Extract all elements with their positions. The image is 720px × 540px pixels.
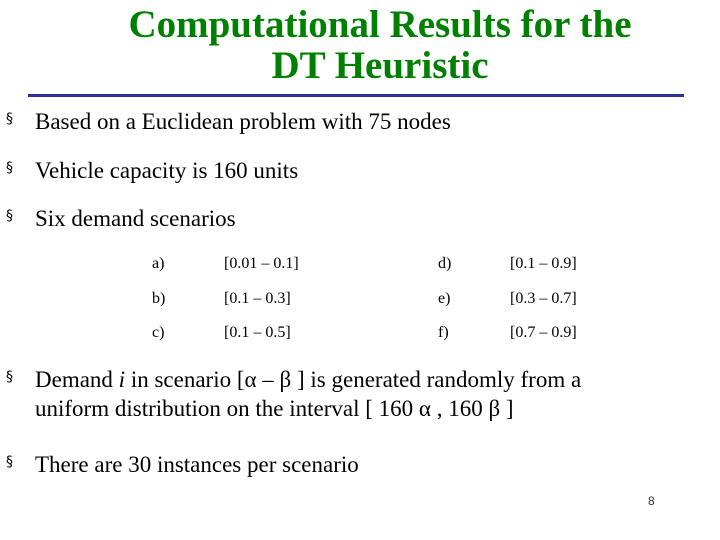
title-underline: [28, 94, 684, 97]
demand-bullet-text: [35, 365, 581, 423]
bullet-item: [6, 204, 236, 233]
slide-title-line2: DT Heuristic: [271, 44, 489, 87]
bullet-text: Six demand scenarios: [35, 206, 236, 231]
bullet-text: There are 30 instances per scenario: [35, 452, 359, 477]
bullet-marker-icon: §: [6, 111, 13, 127]
scenario-label: a): [152, 255, 165, 272]
bullet-text: Based on a Euclidean problem with 75 nodes: [35, 109, 451, 134]
slide-title: [60, 4, 700, 86]
demand-variable: i: [118, 367, 126, 392]
scenario-range: [0.3 – 0.7]: [510, 290, 577, 307]
demand-text-part2: in scenario [α – β ] is generated randomly from a: [125, 367, 582, 392]
demand-text-part1: Demand: [35, 367, 119, 392]
scenario-label: d): [438, 255, 452, 272]
bullet-item: [6, 156, 298, 185]
bullet-text: Vehicle capacity is 160 units: [35, 158, 299, 183]
scenario-label: e): [438, 290, 451, 307]
bullet-item: [6, 365, 581, 423]
scenario-label: f): [438, 324, 449, 341]
bullet-item: [6, 450, 359, 479]
bullet-marker-icon: §: [6, 369, 13, 385]
scenario-range: [0.7 – 0.9]: [510, 324, 577, 341]
slide-title-line1: Computational Results for the: [128, 3, 632, 46]
scenario-range: [0.1 – 0.9]: [510, 255, 577, 272]
bullet-item: [6, 107, 451, 136]
scenario-label: c): [152, 324, 165, 341]
scenario-range: [0.1 – 0.5]: [224, 324, 291, 341]
scenario-label: b): [152, 290, 166, 307]
page-number: 8: [648, 494, 655, 508]
scenario-range: [0.01 – 0.1]: [224, 255, 299, 272]
bullet-marker-icon: §: [6, 208, 13, 224]
bullet-marker-icon: §: [6, 454, 13, 470]
demand-text-line2: uniform distribution on the interval [ 160 α , 160 β ]: [35, 396, 514, 421]
scenario-range: [0.1 – 0.3]: [224, 290, 291, 307]
bullet-marker-icon: §: [6, 160, 13, 176]
